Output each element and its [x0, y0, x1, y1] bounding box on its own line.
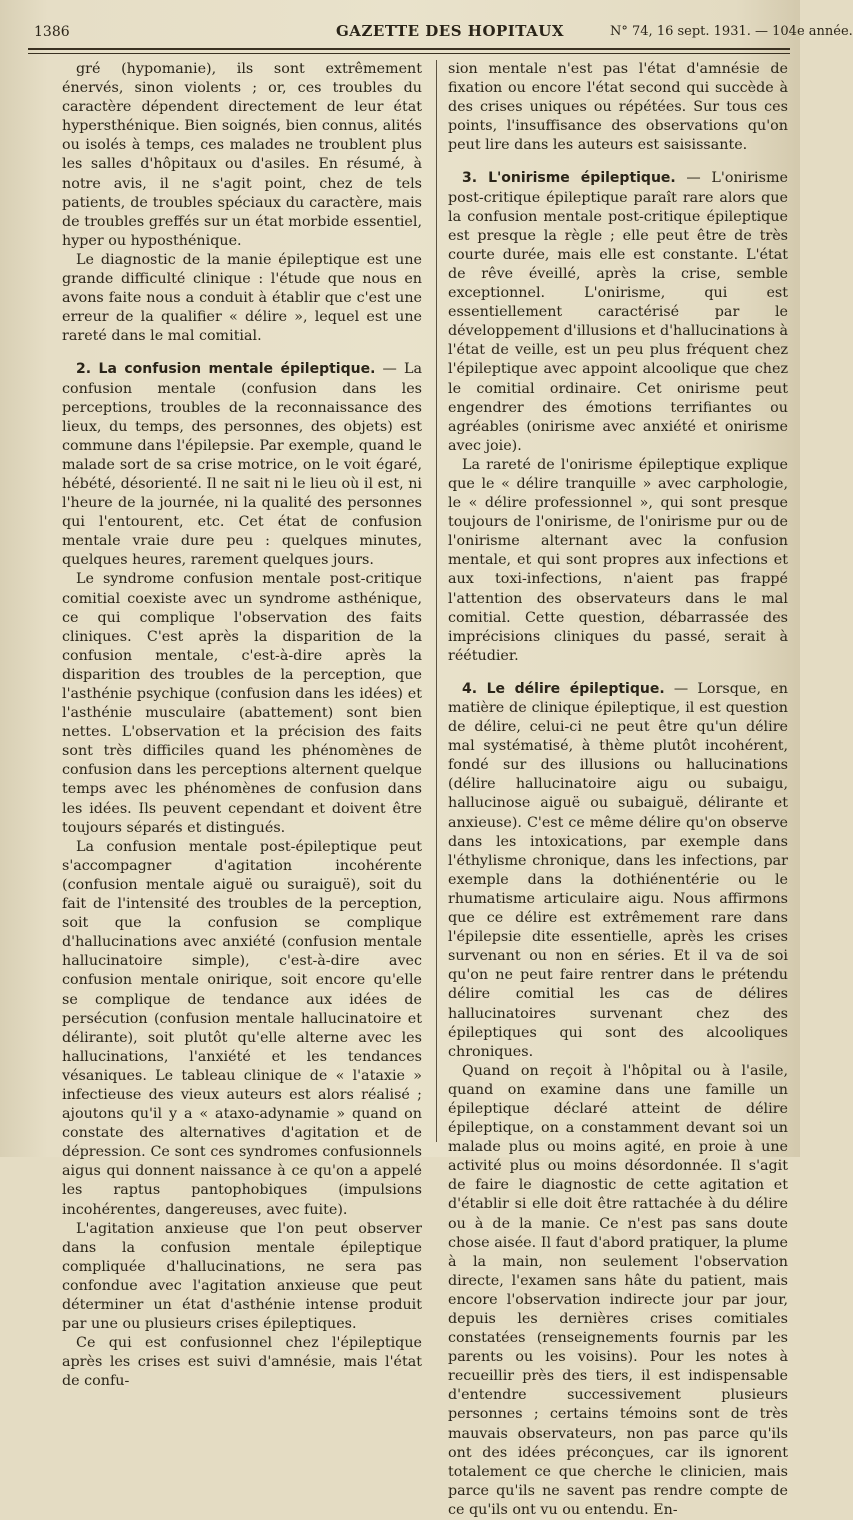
paragraph	[448, 456, 788, 666]
paragraph-text: La confusion mentale post-épileptique peut s'accompagner d'agitation incohérente (confusion mentale aiguë ou suraiguë), soit du fait de l'intensité des troubles de la perception, soit que la confusion se complique d'hallucinations avec anxiété (confusion mentale hallucinatoire simple), c'est-à-dire avec confusion mentale onirique, soit encore qu'elle se complique de tendance aux idées de persécution (confusion mentale hallucinatoire et délirante), soit plutôt qu'elle alterne avec les hallucinations, l'anxiété et les tendances vésaniques. Le tableau clinique de « l'ataxie » infectieuse des vieux auteurs est alors réalisé ; ajoutons qu'il y a « ataxo-adynamie » quand on constate des alternatives d'agitation et de dépression. Ce sont ces syndromes confusionnels aigus qui donnent naissance à ce qu'on a appelé les raptus pantophobiques (impulsions incohérentes, dangereuses, avec fuite).	[62, 838, 422, 1218]
paragraph-text: — L'onirisme post-critique épileptique paraît rare alors que la confusion mentale post-critique épileptique est presque la règle ; elle peut être de très courte durée, mais elle est constante. L'état de rêve éveillé, après la crise, semble exceptionnel. L'onirisme, qui est essentiellement caractérisé par le développement d'illusions et d'hallucinations à l'état de veille, est un peu plus fréquent chez l'épileptique avec appoint alcoolique que chez le comitial ordinaire. Cet onirisme peut engendrer des émotions terrifiantes ou agréables (onirisme avec anxiété et onirisme avec joie).	[448, 170, 788, 454]
paragraph-text: — Lorsque, en matière de clinique épileptique, il est question de délire, celui-ci ne peut être qu'un délire mal systématisé, à thème plutôt incohérent, fondé sur des illusions ou hallucinations (délire hallucinatoire aigu ou subaigu, hallucinose aiguë ou subaiguë, délirante et anxieuse). C'est ce même délire qu'on observe dans les intoxications, par exemple dans l'éthylisme chronique, dans les infections, par exemple dans la dothiénentérie ou le rhumatisme articulaire aigu. Nous affirmons que ce délire est extrêmement rare dans l'épilepsie dite essentielle, après les crises survenant ou non en séries. Et il va de soi qu'on ne peut faire rentrer dans le prétendu délire comitial les cas de délires hallucinatoires survenant chez des épileptiques qui sont des alcooliques chroniques.	[448, 680, 788, 1060]
section-heading: 3. L'onirisme épileptique.	[462, 170, 676, 187]
paragraph-text: L'agitation anxieuse que l'on peut observer dans la confusion mentale épileptique compliquée d'hallucinations, ne sera pas confondue avec l'agitation anxieuse que peut déterminer un état d'asthénie intense produit par une ou plusieurs crises épileptiques.	[62, 1220, 422, 1333]
paragraph-text: Le syndrome confusion mentale post-critique comitial coexiste avec un syndrome asthénique, ce qui complique l'observation des faits cliniques. C'est après la disparition de la confusion mentale, c'est-à-dire après la disparition des troubles de la perception, que l'asthénie psychique (confusion dans les idées) et l'asthénie musculaire (abattement) sont bien nettes. L'observation et la précision des faits sont très difficiles quand les phénomènes de confusion dans les perceptions alternent quelque temps avec les phénomènes de confusion dans les idées. Ils peuvent cependant et doivent être toujours séparés et distingués.	[62, 571, 422, 836]
paragraph	[62, 251, 422, 346]
left-column	[62, 60, 422, 1390]
journal-title: GAZETTE DES HOPITAUX	[336, 22, 565, 40]
paragraph	[448, 680, 788, 1062]
section-heading: 2. La confusion mentale épileptique.	[76, 361, 376, 378]
page-header	[28, 22, 853, 48]
paragraph-text: La rareté de l'onirisme épileptique explique que le « délire tranquille » avec carphologie, le « délire professionnel », qui sont presque toujours de l'onirisme, de l'onirisme pur ou de l'onirisme alternant avec la confusion mentale, et qui sont propres aux infections et aux toxi-infections, n'aient pas frappé l'attention des observateurs dans le mal comitial. Cette question, débarrassée des imprécisions cliniques du passé, serait à réétudier.	[448, 456, 788, 664]
issue-info: N° 74, 16 sept. 1931. — 104e année.	[610, 24, 853, 39]
paragraph	[62, 1220, 422, 1335]
page-number: 1386	[34, 24, 70, 40]
paragraph-text: Ce qui est confusionnel chez l'épileptique après les crises est suivi d'amnésie, mais l'état de confu-	[62, 1335, 422, 1390]
paragraph	[62, 360, 422, 570]
paragraph	[62, 838, 422, 1220]
paragraph-text: sion mentale n'est pas l'état d'amnésie de fixation ou encore l'état second qui succède à des crises uniques ou répétées. Sur tous ces points, l'insuffisance des observations qu'on peut lire dans les auteurs est saisissante.	[448, 61, 788, 154]
header-rule-thin	[28, 53, 790, 54]
paragraph-text: gré (hypomanie), ils sont extrêmement énervés, sinon violents ; or, ces troubles du caractère dépendent directement de leur état hypersthénique. Bien soignés, bien connus, alités ou isolés à temps, ces malades ne troublent plus les salles d'hôpitaux ou d'asiles. En résumé, à notre avis, il ne s'agit point, chez de tels patients, de troubles spéciaux du caractère, mais de troubles greffés sur un état morbide essentiel, hyper ou hyposthénique.	[62, 61, 422, 249]
paragraph-text: Quand on reçoit à l'hôpital ou à l'asile, quand on examine dans une famille un épileptique déclaré atteint de délire épileptique, on a constamment devant soi un malade plus ou moins agité, en proie à une activité plus ou moins désordonnée. Il s'agit de faire le diagnostic de cette agitation et d'établir si elle doit être rattachée à du délire ou à de la manie. Ce n'est pas sans doute chose aisée. Il faut d'abord pratiquer, la plume à la main, non seulement l'observation directe, l'examen sans hâte du patient, mais encore l'observation indirecte jour par jour, depuis les dernières crises comitiales constatées (renseignements fournis par les parents ou les voisins). Pour les notes à recueillir près des tiers, il est indispensable d'entendre successivement plusieurs personnes ; certains témoins sont de très mauvais observateurs, non pas parce qu'ils ont des idées préconçues, car ils ignorent totalement ce que cherche le clinicien, mais parce qu'ils ne savent pas rendre compte de ce qu'ils ont vu ou entendu. En-	[448, 1062, 788, 1518]
paragraph	[62, 1334, 422, 1391]
paragraph	[448, 169, 788, 455]
paragraph	[448, 1062, 788, 1520]
paragraph-text: Le diagnostic de la manie épileptique est une grande difficulté clinique : l'étude que nous en avons faite nous a conduit à établir que c'est une erreur de la qualifier « délire », lequel est une rareté dans le mal comitial.	[62, 251, 422, 345]
paragraph	[448, 60, 788, 155]
paragraph-text: — La confusion mentale (confusion dans les perceptions, troubles de la reconnaissance des lieux, du temps, des personnes, des objets) est commune dans l'épilepsie. Par exemple, quand le malade sort de sa crise motrice, on le voit égaré, hébété, désorienté. Il ne sait ni le lieu où il est, ni l'heure de la journée, ni la qualité des personnes qui l'entourent, etc. Cet état de confusion mentale vraie dure peu : quelques minutes, quelques heures, rarement quelques jours.	[62, 361, 422, 569]
right-column	[448, 60, 788, 1518]
paragraph	[62, 570, 422, 837]
section-heading: 4. Le délire épileptique.	[462, 680, 665, 697]
header-rule	[28, 48, 790, 50]
paragraph	[62, 60, 422, 251]
column-separator	[436, 60, 437, 1142]
